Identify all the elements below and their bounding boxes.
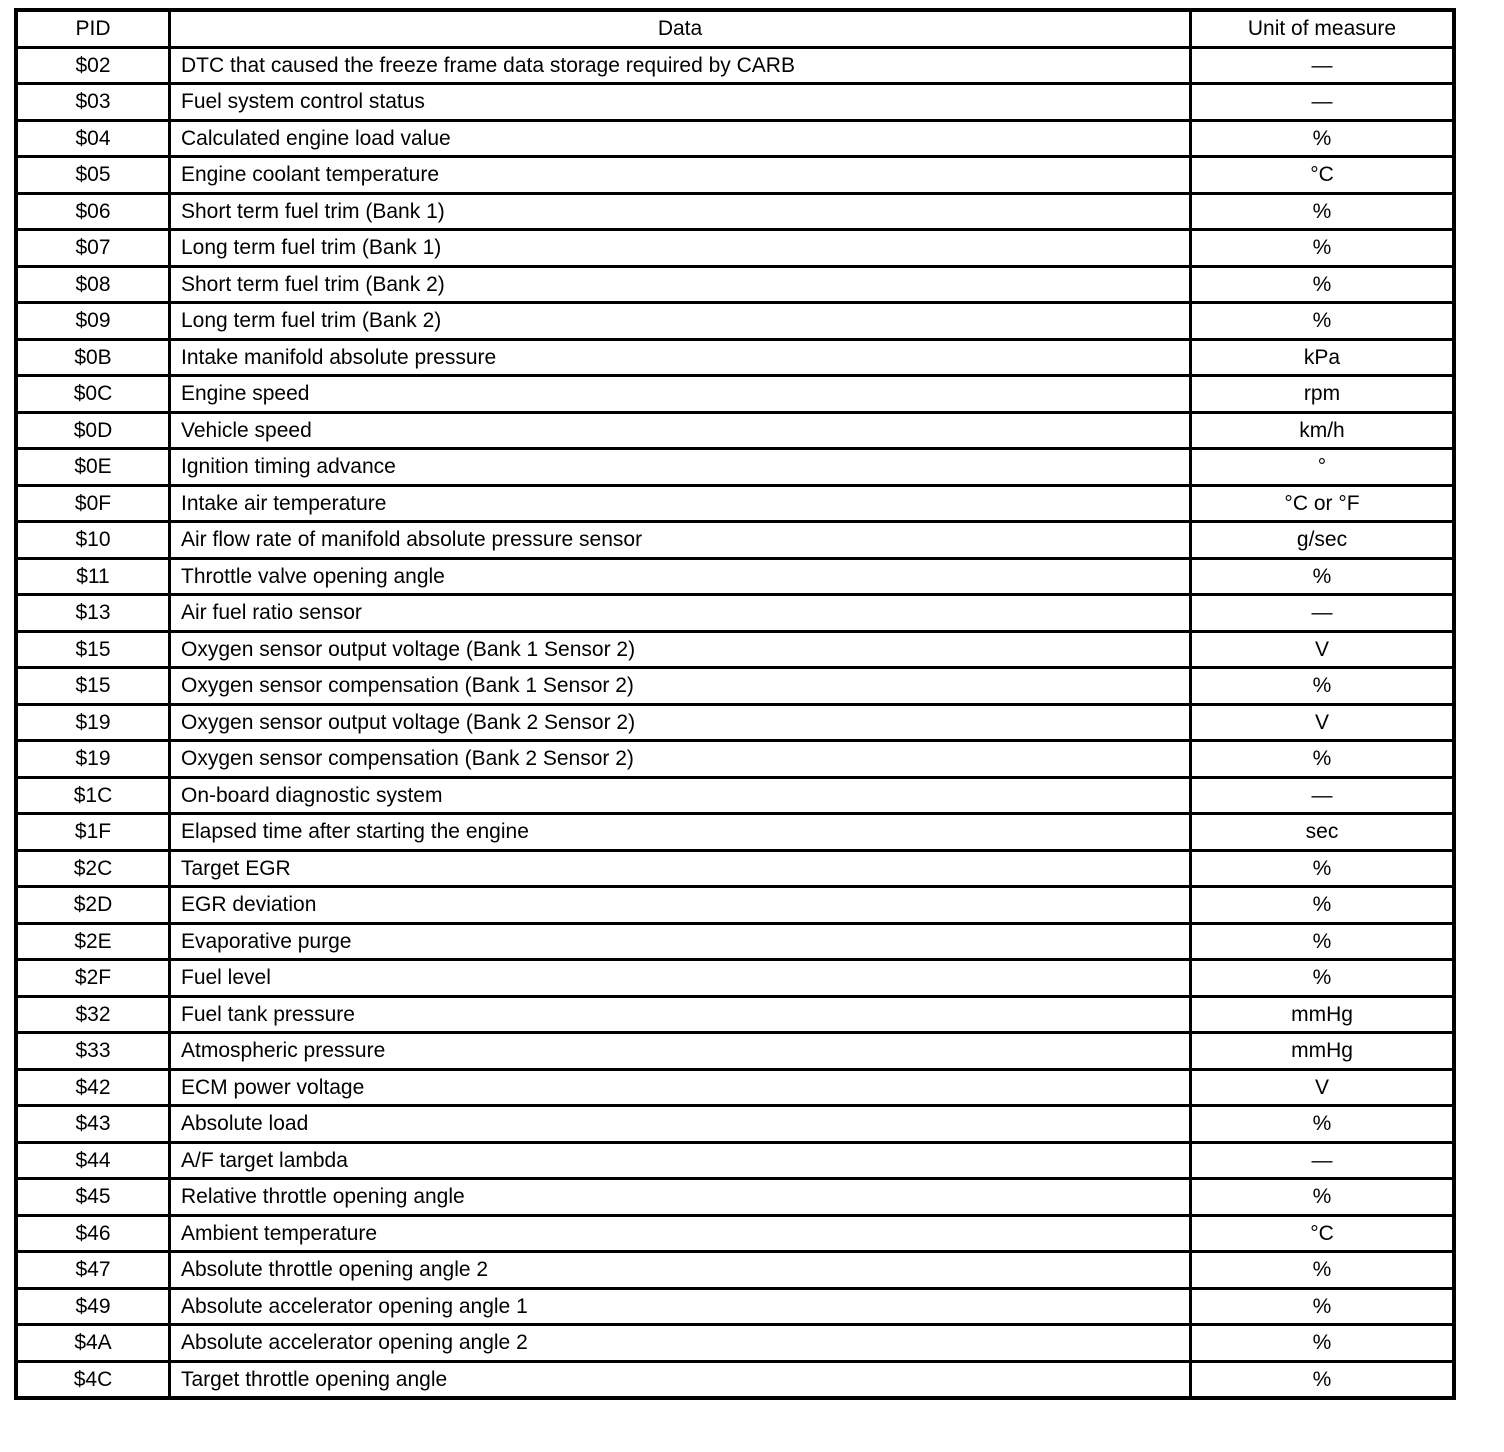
table-row <box>16 230 1454 267</box>
unit-cell: % <box>1191 193 1455 230</box>
table-row <box>16 1361 1454 1398</box>
unit-cell: % <box>1191 1325 1455 1362</box>
table-row <box>16 668 1454 705</box>
table-row <box>16 376 1454 413</box>
unit-cell: % <box>1191 668 1455 705</box>
data-cell: Engine speed <box>170 376 1191 413</box>
table-row <box>16 996 1454 1033</box>
pid-cell: $05 <box>16 157 170 194</box>
table-row <box>16 1252 1454 1289</box>
pid-cell: $15 <box>16 668 170 705</box>
unit-cell: % <box>1191 850 1455 887</box>
data-cell: Intake air temperature <box>170 485 1191 522</box>
table-row <box>16 1033 1454 1070</box>
table-row <box>16 777 1454 814</box>
table-row <box>16 960 1454 997</box>
data-cell: Short term fuel trim (Bank 1) <box>170 193 1191 230</box>
pid-cell: $2C <box>16 850 170 887</box>
data-cell: EGR deviation <box>170 887 1191 924</box>
table-row <box>16 631 1454 668</box>
table-row <box>16 522 1454 559</box>
table-row <box>16 1179 1454 1216</box>
data-cell: Fuel system control status <box>170 84 1191 121</box>
header-pid: PID <box>16 10 170 47</box>
pid-cell: $44 <box>16 1142 170 1179</box>
table-row <box>16 558 1454 595</box>
data-cell: Oxygen sensor compensation (Bank 1 Sensor 2) <box>170 668 1191 705</box>
unit-cell: °C or °F <box>1191 485 1455 522</box>
table-row <box>16 1069 1454 1106</box>
unit-cell: V <box>1191 1069 1455 1106</box>
data-cell: Absolute load <box>170 1106 1191 1143</box>
data-cell: DTC that caused the freeze frame data storage required by CARB <box>170 47 1191 84</box>
table-row <box>16 485 1454 522</box>
data-cell: Evaporative purge <box>170 923 1191 960</box>
data-cell: Calculated engine load value <box>170 120 1191 157</box>
pid-cell: $2F <box>16 960 170 997</box>
unit-cell: % <box>1191 1252 1455 1289</box>
pid-cell: $15 <box>16 631 170 668</box>
table-row <box>16 47 1454 84</box>
pid-cell: $49 <box>16 1288 170 1325</box>
pid-cell: $02 <box>16 47 170 84</box>
unit-cell: mmHg <box>1191 996 1455 1033</box>
header-unit: Unit of measure <box>1191 10 1455 47</box>
unit-cell: % <box>1191 741 1455 778</box>
table-row <box>16 741 1454 778</box>
pid-cell: $4C <box>16 1361 170 1398</box>
table-row <box>16 266 1454 303</box>
pid-cell: $06 <box>16 193 170 230</box>
table-row <box>16 339 1454 376</box>
data-cell: Oxygen sensor compensation (Bank 2 Sensor 2) <box>170 741 1191 778</box>
unit-cell: °C <box>1191 1215 1455 1252</box>
pid-cell: $08 <box>16 266 170 303</box>
table-row <box>16 1325 1454 1362</box>
pid-cell: $0D <box>16 412 170 449</box>
table-row <box>16 1142 1454 1179</box>
unit-cell: % <box>1191 1106 1455 1143</box>
data-cell: Air flow rate of manifold absolute pressure sensor <box>170 522 1191 559</box>
data-cell: Throttle valve opening angle <box>170 558 1191 595</box>
table-row <box>16 850 1454 887</box>
unit-cell: — <box>1191 84 1455 121</box>
pid-cell: $13 <box>16 595 170 632</box>
pid-cell: $0C <box>16 376 170 413</box>
data-cell: Oxygen sensor output voltage (Bank 1 Sensor 2) <box>170 631 1191 668</box>
data-cell: Absolute accelerator opening angle 1 <box>170 1288 1191 1325</box>
table-row <box>16 120 1454 157</box>
table-row <box>16 595 1454 632</box>
pid-cell: $04 <box>16 120 170 157</box>
pid-cell: $11 <box>16 558 170 595</box>
pid-cell: $03 <box>16 84 170 121</box>
data-cell: Ignition timing advance <box>170 449 1191 486</box>
unit-cell: g/sec <box>1191 522 1455 559</box>
unit-cell: — <box>1191 1142 1455 1179</box>
unit-cell: % <box>1191 558 1455 595</box>
unit-cell: V <box>1191 704 1455 741</box>
data-cell: Fuel tank pressure <box>170 996 1191 1033</box>
table-row <box>16 193 1454 230</box>
table-row <box>16 449 1454 486</box>
unit-cell: sec <box>1191 814 1455 851</box>
unit-cell: V <box>1191 631 1455 668</box>
pid-cell: $42 <box>16 1069 170 1106</box>
data-cell: Long term fuel trim (Bank 1) <box>170 230 1191 267</box>
pid-cell: $47 <box>16 1252 170 1289</box>
header-data: Data <box>170 10 1191 47</box>
unit-cell: % <box>1191 266 1455 303</box>
data-cell: Short term fuel trim (Bank 2) <box>170 266 1191 303</box>
unit-cell: — <box>1191 777 1455 814</box>
pid-cell: $43 <box>16 1106 170 1143</box>
table-row <box>16 887 1454 924</box>
unit-cell: % <box>1191 1179 1455 1216</box>
table-body <box>16 47 1454 1398</box>
data-cell: Relative throttle opening angle <box>170 1179 1191 1216</box>
unit-cell: ° <box>1191 449 1455 486</box>
data-cell: Oxygen sensor output voltage (Bank 2 Sensor 2) <box>170 704 1191 741</box>
pid-cell: $1F <box>16 814 170 851</box>
table-row <box>16 157 1454 194</box>
unit-cell: °C <box>1191 157 1455 194</box>
data-cell: Elapsed time after starting the engine <box>170 814 1191 851</box>
data-cell: Target throttle opening angle <box>170 1361 1191 1398</box>
unit-cell: % <box>1191 887 1455 924</box>
table-row <box>16 1215 1454 1252</box>
data-cell: Long term fuel trim (Bank 2) <box>170 303 1191 340</box>
pid-cell: $10 <box>16 522 170 559</box>
table-row <box>16 303 1454 340</box>
table-header <box>16 10 1454 47</box>
pid-cell: $19 <box>16 741 170 778</box>
table-row <box>16 1106 1454 1143</box>
data-cell: Intake manifold absolute pressure <box>170 339 1191 376</box>
unit-cell: — <box>1191 47 1455 84</box>
pid-cell: $19 <box>16 704 170 741</box>
data-cell: Ambient temperature <box>170 1215 1191 1252</box>
unit-cell: — <box>1191 595 1455 632</box>
unit-cell: % <box>1191 960 1455 997</box>
table-row <box>16 1288 1454 1325</box>
table-row <box>16 923 1454 960</box>
data-cell: Fuel level <box>170 960 1191 997</box>
table-row <box>16 412 1454 449</box>
pid-cell: $0B <box>16 339 170 376</box>
unit-cell: % <box>1191 230 1455 267</box>
pid-cell: $1C <box>16 777 170 814</box>
table-row <box>16 704 1454 741</box>
unit-cell: rpm <box>1191 376 1455 413</box>
pid-cell: $09 <box>16 303 170 340</box>
unit-cell: % <box>1191 1288 1455 1325</box>
unit-cell: mmHg <box>1191 1033 1455 1070</box>
data-cell: ECM power voltage <box>170 1069 1191 1106</box>
data-cell: Absolute throttle opening angle 2 <box>170 1252 1191 1289</box>
unit-cell: % <box>1191 1361 1455 1398</box>
header-row <box>16 10 1454 47</box>
data-cell: Absolute accelerator opening angle 2 <box>170 1325 1191 1362</box>
data-cell: Target EGR <box>170 850 1191 887</box>
pid-cell: $45 <box>16 1179 170 1216</box>
table-row <box>16 84 1454 121</box>
pid-cell: $4A <box>16 1325 170 1362</box>
pid-cell: $0E <box>16 449 170 486</box>
pid-cell: $2D <box>16 887 170 924</box>
pid-cell: $32 <box>16 996 170 1033</box>
pid-cell: $07 <box>16 230 170 267</box>
unit-cell: kPa <box>1191 339 1455 376</box>
pid-cell: $46 <box>16 1215 170 1252</box>
pid-data-table <box>14 8 1456 1400</box>
table-row <box>16 814 1454 851</box>
data-cell: Vehicle speed <box>170 412 1191 449</box>
data-cell: On-board diagnostic system <box>170 777 1191 814</box>
unit-cell: % <box>1191 303 1455 340</box>
data-cell: Atmospheric pressure <box>170 1033 1191 1070</box>
unit-cell: % <box>1191 923 1455 960</box>
data-cell: Engine coolant temperature <box>170 157 1191 194</box>
data-cell: Air fuel ratio sensor <box>170 595 1191 632</box>
pid-cell: $2E <box>16 923 170 960</box>
unit-cell: % <box>1191 120 1455 157</box>
data-cell: A/F target lambda <box>170 1142 1191 1179</box>
pid-cell: $0F <box>16 485 170 522</box>
pid-cell: $33 <box>16 1033 170 1070</box>
unit-cell: km/h <box>1191 412 1455 449</box>
